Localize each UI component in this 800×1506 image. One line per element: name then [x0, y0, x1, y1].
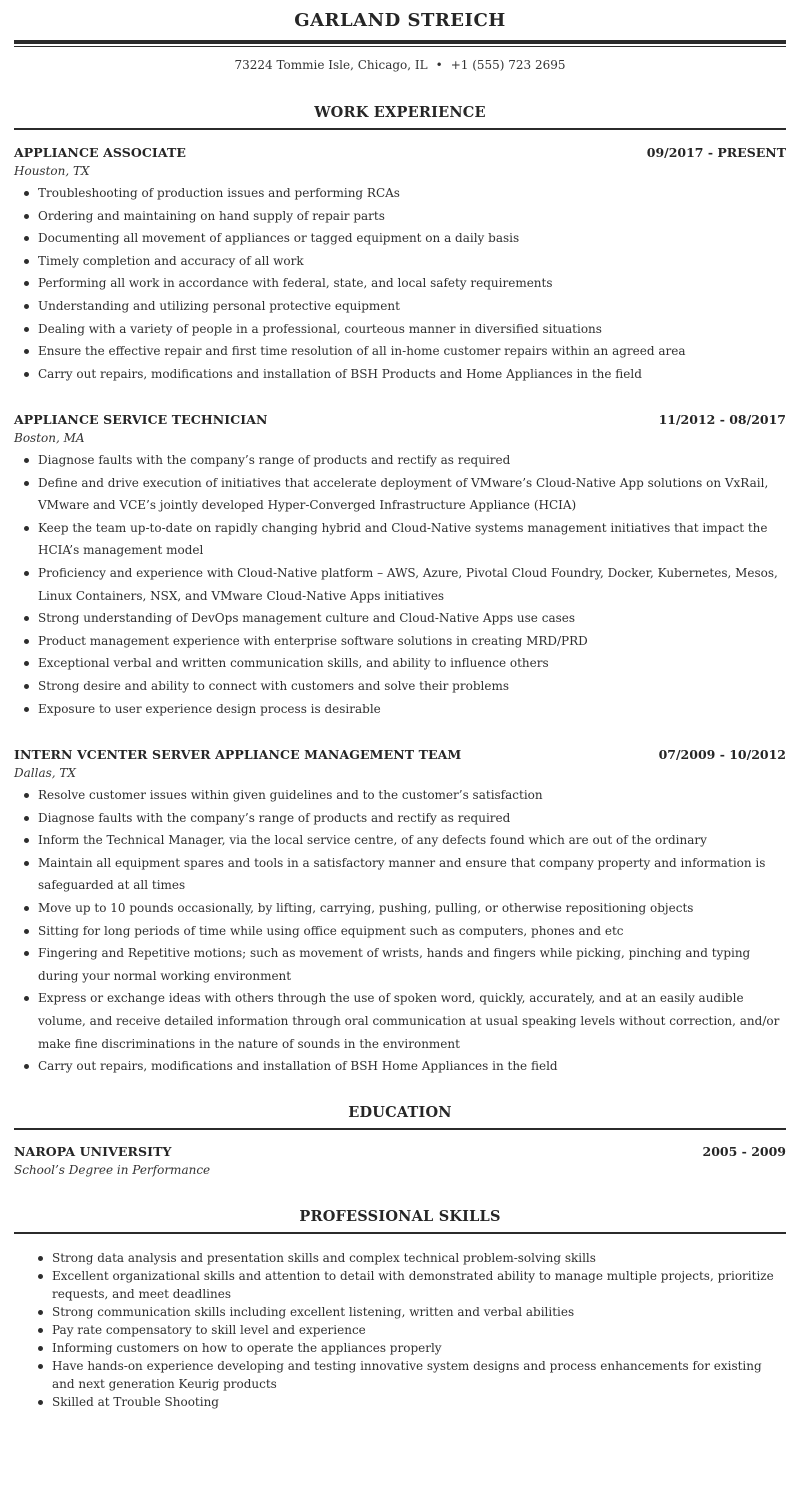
list-item: Strong communication skills including excellent listening, written and verbal abilities — [38, 1303, 778, 1321]
education-rule — [14, 1128, 786, 1130]
job-title: INTERN VCENTER SERVER APPLIANCE MANAGEMENT TEAM — [14, 747, 462, 762]
list-item: Inform the Technical Manager, via the local service centre, of any defects found which are out of the ordinary — [14, 829, 786, 852]
list-item: Ensure the effective repair and first time resolution of all in-home customer repairs within an agreed area — [14, 340, 786, 363]
list-item: Have hands-on experience developing and testing innovative system designs and process enhancements for existing and next generation Keurig products — [38, 1357, 778, 1393]
header-rule-thin — [14, 46, 786, 47]
job-dates: 09/2017 - PRESENT — [646, 145, 786, 160]
professional-skills-heading: PROFESSIONAL SKILLS — [299, 1208, 501, 1225]
list-item: Express or exchange ideas with others through the use of spoken word, quickly, accurately, and at an easily audible volume, and receive detailed information through oral communication at usual speaking levels without correction, and/or make fine discriminations in the nature of sounds in the environment — [14, 987, 786, 1055]
list-item: Product management experience with enterprise software solutions in creating MRD/PRD — [14, 630, 786, 653]
list-item: Carry out repairs, modifications and installation of BSH Products and Home Appliances in the field — [14, 363, 786, 386]
list-item: Keep the team up-to-date on rapidly changing hybrid and Cloud-Native systems management initiatives that impact the HCIA’s management model — [14, 517, 786, 562]
job-dates: 11/2012 - 08/2017 — [658, 412, 786, 427]
list-item: Dealing with a variety of people in a professional, courteous manner in diversified situations — [14, 318, 786, 341]
list-item: Pay rate compensatory to skill level and experience — [38, 1321, 778, 1339]
list-item: Move up to 10 pounds occasionally, by lifting, carrying, pushing, pulling, or otherwise repositioning objects — [14, 897, 786, 920]
job-dates: 07/2009 - 10/2012 — [658, 747, 786, 762]
skills-list — [38, 1249, 778, 1411]
list-item: Proficiency and experience with Cloud-Native platform – AWS, Azure, Pivotal Cloud Foundry, Docker, Kubernetes, Mesos, Linux Containers, NSX, and VMware Cloud-Native Apps initiatives — [14, 562, 786, 607]
job-entry — [14, 145, 786, 385]
list-item: Diagnose faults with the company’s range of products and rectify as required — [14, 449, 786, 472]
professional-skills-rule — [14, 1232, 786, 1234]
separator-dot: • — [435, 58, 443, 72]
list-item: Informing customers on how to operate the appliances properly — [38, 1339, 778, 1357]
list-item: Carry out repairs, modifications and installation of BSH Home Appliances in the field — [14, 1055, 786, 1078]
list-item: Documenting all movement of appliances or tagged equipment on a daily basis — [14, 227, 786, 250]
list-item: Fingering and Repetitive motions; such as movement of wrists, hands and fingers while picking, pinching and typing during your normal working environment — [14, 942, 786, 987]
degree: School’s Degree in Performance — [14, 1163, 211, 1177]
list-item: Troubleshooting of production issues and performing RCAs — [14, 182, 786, 205]
job-location: Houston, TX — [14, 164, 90, 178]
job-bullets — [14, 182, 786, 385]
address: 73224 Tommie Isle, Chicago, IL — [234, 58, 428, 72]
list-item: Define and drive execution of initiatives that accelerate deployment of VMware’s Cloud-Native App solutions on VxRail, VMware and VCE’s jointly developed Hyper-Converged Infrastructure Appliance (HCIA) — [14, 472, 786, 517]
job-entry — [14, 412, 786, 720]
education-entry — [14, 1144, 786, 1181]
job-bullets — [14, 784, 786, 1078]
job-bullets — [14, 449, 786, 720]
header-rule-thick — [14, 40, 786, 44]
list-item: Diagnose faults with the company’s range of products and rectify as required — [14, 807, 786, 830]
list-item: Skilled at Trouble Shooting — [38, 1393, 778, 1411]
list-item: Excellent organizational skills and attention to detail with demonstrated ability to manage multiple projects, prioritize requests, and meet deadlines — [38, 1267, 778, 1303]
phone: +1 (555) 723 2695 — [450, 58, 566, 72]
list-item: Timely completion and accuracy of all work — [14, 250, 786, 273]
list-item: Sitting for long periods of time while using office equipment such as computers, phones and etc — [14, 920, 786, 943]
list-item: Understanding and utilizing personal protective equipment — [14, 295, 786, 318]
job-location: Dallas, TX — [14, 766, 76, 780]
list-item: Exposure to user experience design process is desirable — [14, 698, 786, 721]
job-location: Boston, MA — [14, 431, 85, 445]
list-item: Maintain all equipment spares and tools in a satisfactory manner and ensure that company property and information is safeguarded at all times — [14, 852, 786, 897]
work-experience-rule — [14, 128, 786, 130]
list-item: Strong understanding of DevOps management culture and Cloud-Native Apps use cases — [14, 607, 786, 630]
education-dates: 2005 - 2009 — [702, 1144, 786, 1159]
list-item: Strong data analysis and presentation skills and complex technical problem-solving skills — [38, 1249, 778, 1267]
list-item: Performing all work in accordance with federal, state, and local safety requirements — [14, 272, 786, 295]
education-heading: EDUCATION — [348, 1104, 452, 1121]
job-title: APPLIANCE SERVICE TECHNICIAN — [14, 412, 268, 427]
work-experience-heading: WORK EXPERIENCE — [314, 104, 486, 121]
list-item: Strong desire and ability to connect with customers and solve their problems — [14, 675, 786, 698]
list-item: Ordering and maintaining on hand supply of repair parts — [14, 205, 786, 228]
job-title: APPLIANCE ASSOCIATE — [14, 145, 186, 160]
job-entry — [14, 747, 786, 1078]
school-name: NAROPA UNIVERSITY — [14, 1144, 172, 1159]
candidate-name: GARLAND STREICH — [294, 10, 506, 31]
list-item: Resolve customer issues within given guidelines and to the customer’s satisfaction — [14, 784, 786, 807]
contact-line — [0, 58, 800, 72]
list-item: Exceptional verbal and written communication skills, and ability to influence others — [14, 652, 786, 675]
